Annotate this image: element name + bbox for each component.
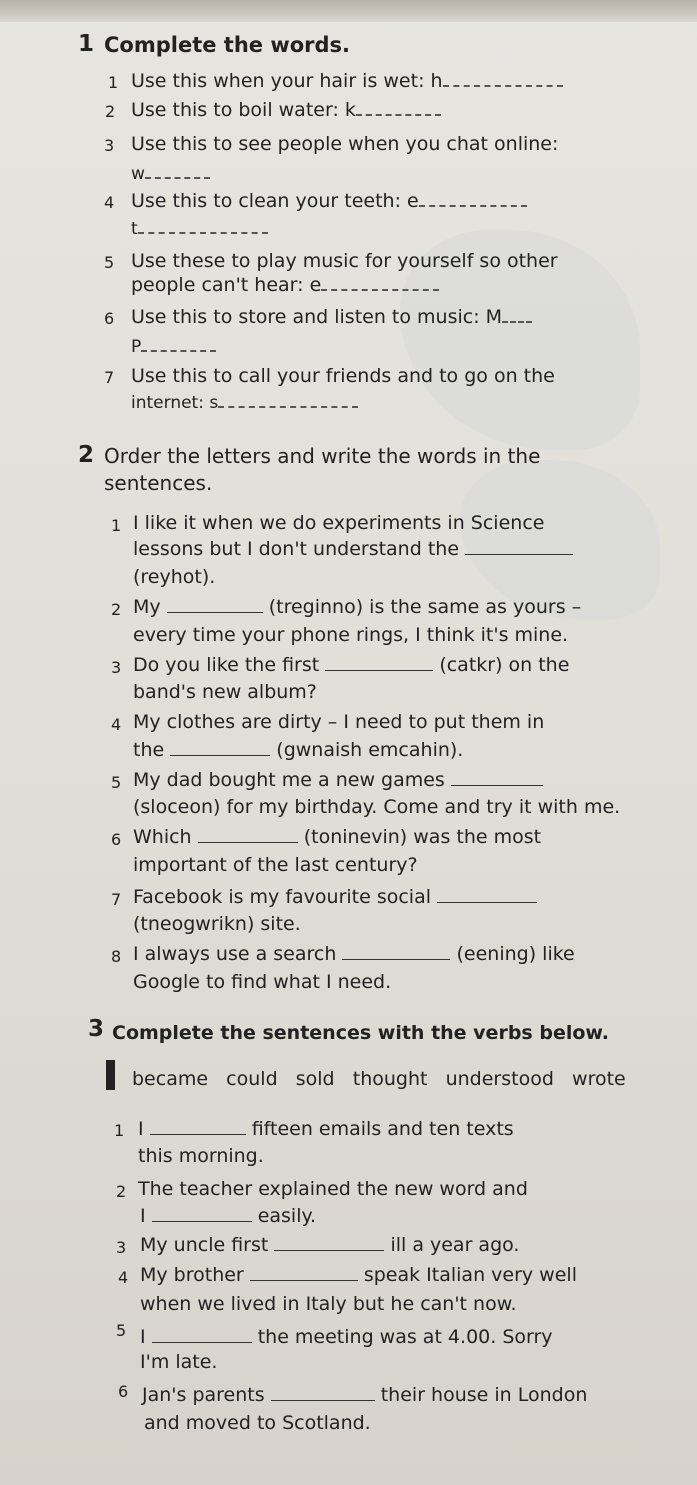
item-number: 7 (104, 368, 115, 387)
item-number: 5 (116, 1321, 127, 1340)
item-number: 7 (111, 890, 122, 909)
item-text: Do you like the first (catkr) on the (133, 654, 570, 676)
answer-blank[interactable] (150, 1130, 246, 1135)
item-number: 6 (118, 1382, 129, 1401)
item-text-continued: w (131, 163, 210, 185)
answer-blank[interactable] (356, 110, 441, 116)
page-top-edge (0, 0, 697, 22)
item-number: 2 (105, 102, 116, 121)
item-number: 5 (111, 773, 122, 792)
item-text-continued: people can't hear: e (131, 274, 439, 296)
answer-blank[interactable] (451, 781, 543, 786)
item-text-continued: t (131, 218, 268, 240)
item-text-continued: band's new album? (133, 681, 317, 703)
item-text-continued: every time your phone rings, I think it's mine. (133, 624, 569, 646)
answer-blank[interactable] (152, 1338, 252, 1343)
answer-blank[interactable] (325, 666, 433, 671)
item-number: 8 (111, 947, 122, 966)
item-text: Use this to store and listen to music: M (131, 306, 532, 328)
answer-blank[interactable] (145, 173, 210, 179)
answer-blank[interactable] (271, 1396, 375, 1401)
answer-blank[interactable] (321, 285, 439, 291)
item-text: Jan's parents their house in London (142, 1384, 588, 1406)
item-text: The teacher explained the new word and (138, 1178, 528, 1200)
item-number: 1 (114, 1121, 125, 1140)
item-number: 2 (116, 1182, 127, 1201)
answer-blank[interactable] (152, 1217, 252, 1222)
section-heading: Complete the words. (104, 33, 351, 57)
item-text: Use this to call your friends and to go on the (131, 365, 555, 387)
item-text-continued: P (131, 336, 216, 358)
item-text-continued: I'm late. (140, 1351, 218, 1373)
answer-blank[interactable] (138, 228, 268, 234)
item-text-continued: this morning. (138, 1145, 264, 1167)
item-text-continued: (sloceon) for my birthday. Come and try it with me. (133, 796, 621, 818)
item-number: 3 (104, 136, 115, 155)
answer-blank[interactable] (170, 751, 270, 756)
verb-option: wrote (572, 1068, 626, 1090)
section-number: 2 (78, 442, 95, 468)
item-text-continued: lessons but I don't understand the (133, 538, 573, 560)
verb-option: could (226, 1068, 278, 1090)
item-text-continued: Google to find what I need. (133, 971, 392, 993)
item-number: 6 (111, 830, 122, 849)
verb-option: understood (445, 1068, 554, 1090)
answer-blank[interactable] (502, 317, 532, 323)
answer-blank[interactable] (141, 346, 216, 352)
item-number: 2 (111, 600, 122, 619)
item-text: Use these to play music for yourself so other (131, 250, 558, 272)
item-text-continued: and moved to Scotland. (144, 1412, 371, 1434)
item-text-continued: important of the last century? (133, 854, 418, 876)
item-text: My clothes are dirty – I need to put them in (133, 711, 545, 733)
item-text-continued: I easily. (140, 1205, 317, 1227)
item-number: 3 (111, 658, 122, 677)
item-number: 6 (104, 309, 115, 328)
item-text-continued: when we lived in Italy but he can't now. (140, 1293, 517, 1315)
section-heading: Complete the sentences with the verbs below. (112, 1022, 609, 1044)
item-number: 4 (118, 1268, 129, 1287)
answer-blank[interactable] (218, 402, 358, 408)
item-number: 5 (104, 253, 115, 272)
item-text: I like it when we do experiments in Science (133, 512, 545, 534)
item-text: Which (toninevin) was the most (133, 826, 542, 848)
answer-blank[interactable] (250, 1276, 358, 1281)
answer-blank[interactable] (274, 1246, 384, 1251)
item-text: My (treginno) is the same as yours – (133, 596, 582, 618)
item-text-continued: (reyhot). (133, 566, 216, 588)
item-text-continued: (tneogwrikn) site. (133, 913, 301, 935)
item-number: 3 (116, 1238, 127, 1257)
answer-blank[interactable] (419, 201, 527, 207)
item-text: Use this when your hair is wet: h (131, 70, 563, 92)
answer-blank[interactable] (167, 608, 263, 613)
word-box (132, 1068, 626, 1090)
section-heading: Order the letters and write the words in the (104, 444, 541, 468)
item-text: I always use a search (eening) like (133, 943, 575, 965)
item-text: Use this to see people when you chat online: (131, 133, 559, 155)
verb-option: sold (295, 1068, 335, 1090)
answer-blank[interactable] (198, 838, 298, 843)
item-number: 4 (104, 193, 115, 212)
item-text-continued: the (gwnaish emcahin). (133, 739, 464, 761)
verb-option: became (132, 1068, 209, 1090)
answer-blank[interactable] (342, 955, 450, 960)
item-number: 4 (111, 715, 122, 734)
item-text: I the meeting was at 4.00. Sorry (140, 1326, 553, 1348)
item-text: Facebook is my favourite social (133, 886, 537, 908)
section-number: 1 (78, 31, 95, 57)
item-text-continued: internet: s (131, 392, 358, 414)
answer-blank[interactable] (437, 898, 537, 903)
verb-option: thought (352, 1068, 428, 1090)
item-text: I fifteen emails and ten texts (138, 1118, 514, 1140)
item-text: Use this to boil water: k (131, 99, 441, 121)
section-number: 3 (88, 1016, 105, 1042)
item-text: Use this to clean your teeth: e (131, 190, 527, 212)
answer-blank[interactable] (443, 81, 563, 87)
word-box-marker (106, 1060, 115, 1090)
item-text: My uncle first ill a year ago. (140, 1234, 520, 1256)
section-heading-continued: sentences. (104, 471, 213, 495)
item-number: 1 (108, 73, 119, 92)
item-number: 1 (111, 516, 122, 535)
answer-blank[interactable] (465, 550, 573, 555)
item-text: My brother speak Italian very well (140, 1264, 577, 1286)
item-text: My dad bought me a new games (133, 769, 543, 791)
